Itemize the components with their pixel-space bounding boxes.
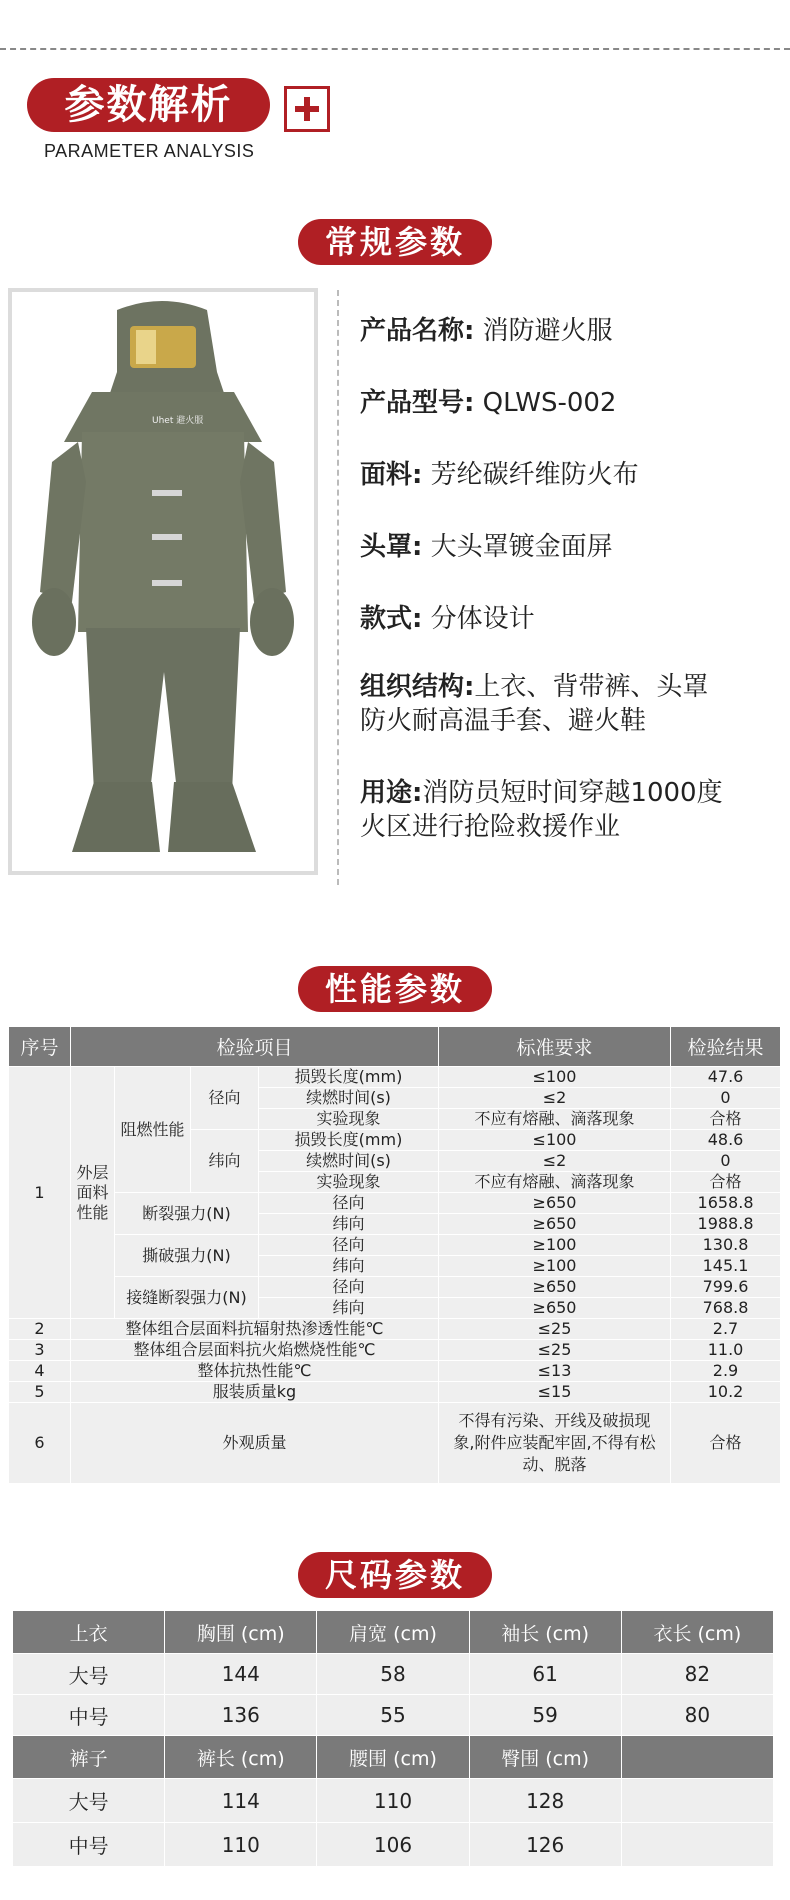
table-row: 1 外层面料性能 阻燃性能 径向 损毁长度(mm) ≤100 47.6 <box>9 1067 781 1088</box>
table-row: 撕破强力(N) 径向 ≥100 130.8 <box>9 1235 781 1256</box>
table-header: 序号 <box>9 1027 71 1067</box>
table-row: 6 外观质量 不得有污染、开线及破损现象,附件应装配牢固,不得有松动、脱落 合格 <box>9 1403 781 1484</box>
table-row: 中号 110 106 126 <box>13 1823 774 1867</box>
collar-label: Uhet 避火服 <box>152 416 204 426</box>
page-subtitle: PARAMETER ANALYSIS <box>44 141 255 161</box>
spec-usage: 用途:消防员短时间穿越1000度 火区进行抢险救援作业 <box>360 778 723 842</box>
watermark: shop33x4r...1688.com <box>400 1868 617 1893</box>
section-title-general: 常规参数 <box>298 219 492 265</box>
section-title-performance: 性能参数 <box>298 966 492 1012</box>
table-row: 中号 136 55 59 80 <box>13 1695 774 1736</box>
table-row: 5 服装质量kg ≤15 10.2 <box>9 1382 781 1403</box>
spec-product-name: 产品名称: 消防避火服 <box>360 316 613 346</box>
table-row: 大号 144 58 61 82 <box>13 1654 774 1695</box>
table-row: 纬向 损毁长度(mm) ≤100 48.6 <box>9 1130 781 1151</box>
page-title: 参数解析 <box>27 78 270 132</box>
table-header-row: 上衣 胸围 (cm) 肩宽 (cm) 袖长 (cm) 衣长 (cm) <box>13 1611 774 1654</box>
section-title-size: 尺码参数 <box>298 1552 492 1598</box>
table-row: 实验现象 不应有熔融、滴落现象 合格 <box>9 1109 781 1130</box>
table-row: 续燃时间(s) ≤2 0 <box>9 1151 781 1172</box>
plus-icon <box>284 86 330 132</box>
spec-model: 产品型号: QLWS-002 <box>360 388 617 418</box>
spec-hood: 头罩: 大头罩镀金面屏 <box>360 532 613 562</box>
table-header-row: 裤子 裤长 (cm) 腰围 (cm) 臀围 (cm) <box>13 1736 774 1779</box>
table-row: 4 整体抗热性能℃ ≤13 2.9 <box>9 1361 781 1382</box>
table-row: 断裂强力(N) 径向 ≥650 1658.8 <box>9 1193 781 1214</box>
table-header: 标准要求 <box>439 1027 671 1067</box>
table-row: 纬向 ≥100 145.1 <box>9 1256 781 1277</box>
performance-table <box>8 1026 781 1484</box>
table-row: 实验现象 不应有熔融、滴落现象 合格 <box>9 1172 781 1193</box>
table-row: 纬向 ≥650 1988.8 <box>9 1214 781 1235</box>
fire-suit-illustration <box>12 292 314 871</box>
table-row: 大号 114 110 128 <box>13 1779 774 1823</box>
spec-structure: 组织结构:上衣、背带裤、头罩 防火耐高温手套、避火鞋 <box>360 672 709 736</box>
product-photo <box>8 288 318 875</box>
spec-style: 款式: 分体设计 <box>360 604 535 634</box>
table-row: 接缝断裂强力(N) 径向 ≥650 799.6 <box>9 1277 781 1298</box>
table-header: 检验结果 <box>671 1027 781 1067</box>
table-row: 2 整体组合层面料抗辐射热渗透性能℃ ≤25 2.7 <box>9 1319 781 1340</box>
table-row: 3 整体组合层面料抗火焰燃烧性能℃ ≤25 11.0 <box>9 1340 781 1361</box>
table-row: 纬向 ≥650 768.8 <box>9 1298 781 1319</box>
vertical-dashed-divider <box>337 290 339 885</box>
table-header: 检验项目 <box>71 1027 439 1067</box>
table-row: 续燃时间(s) ≤2 0 <box>9 1088 781 1109</box>
top-dashed-divider <box>0 48 790 50</box>
spec-fabric: 面料: 芳纶碳纤维防火布 <box>360 460 639 490</box>
size-table <box>12 1610 774 1867</box>
